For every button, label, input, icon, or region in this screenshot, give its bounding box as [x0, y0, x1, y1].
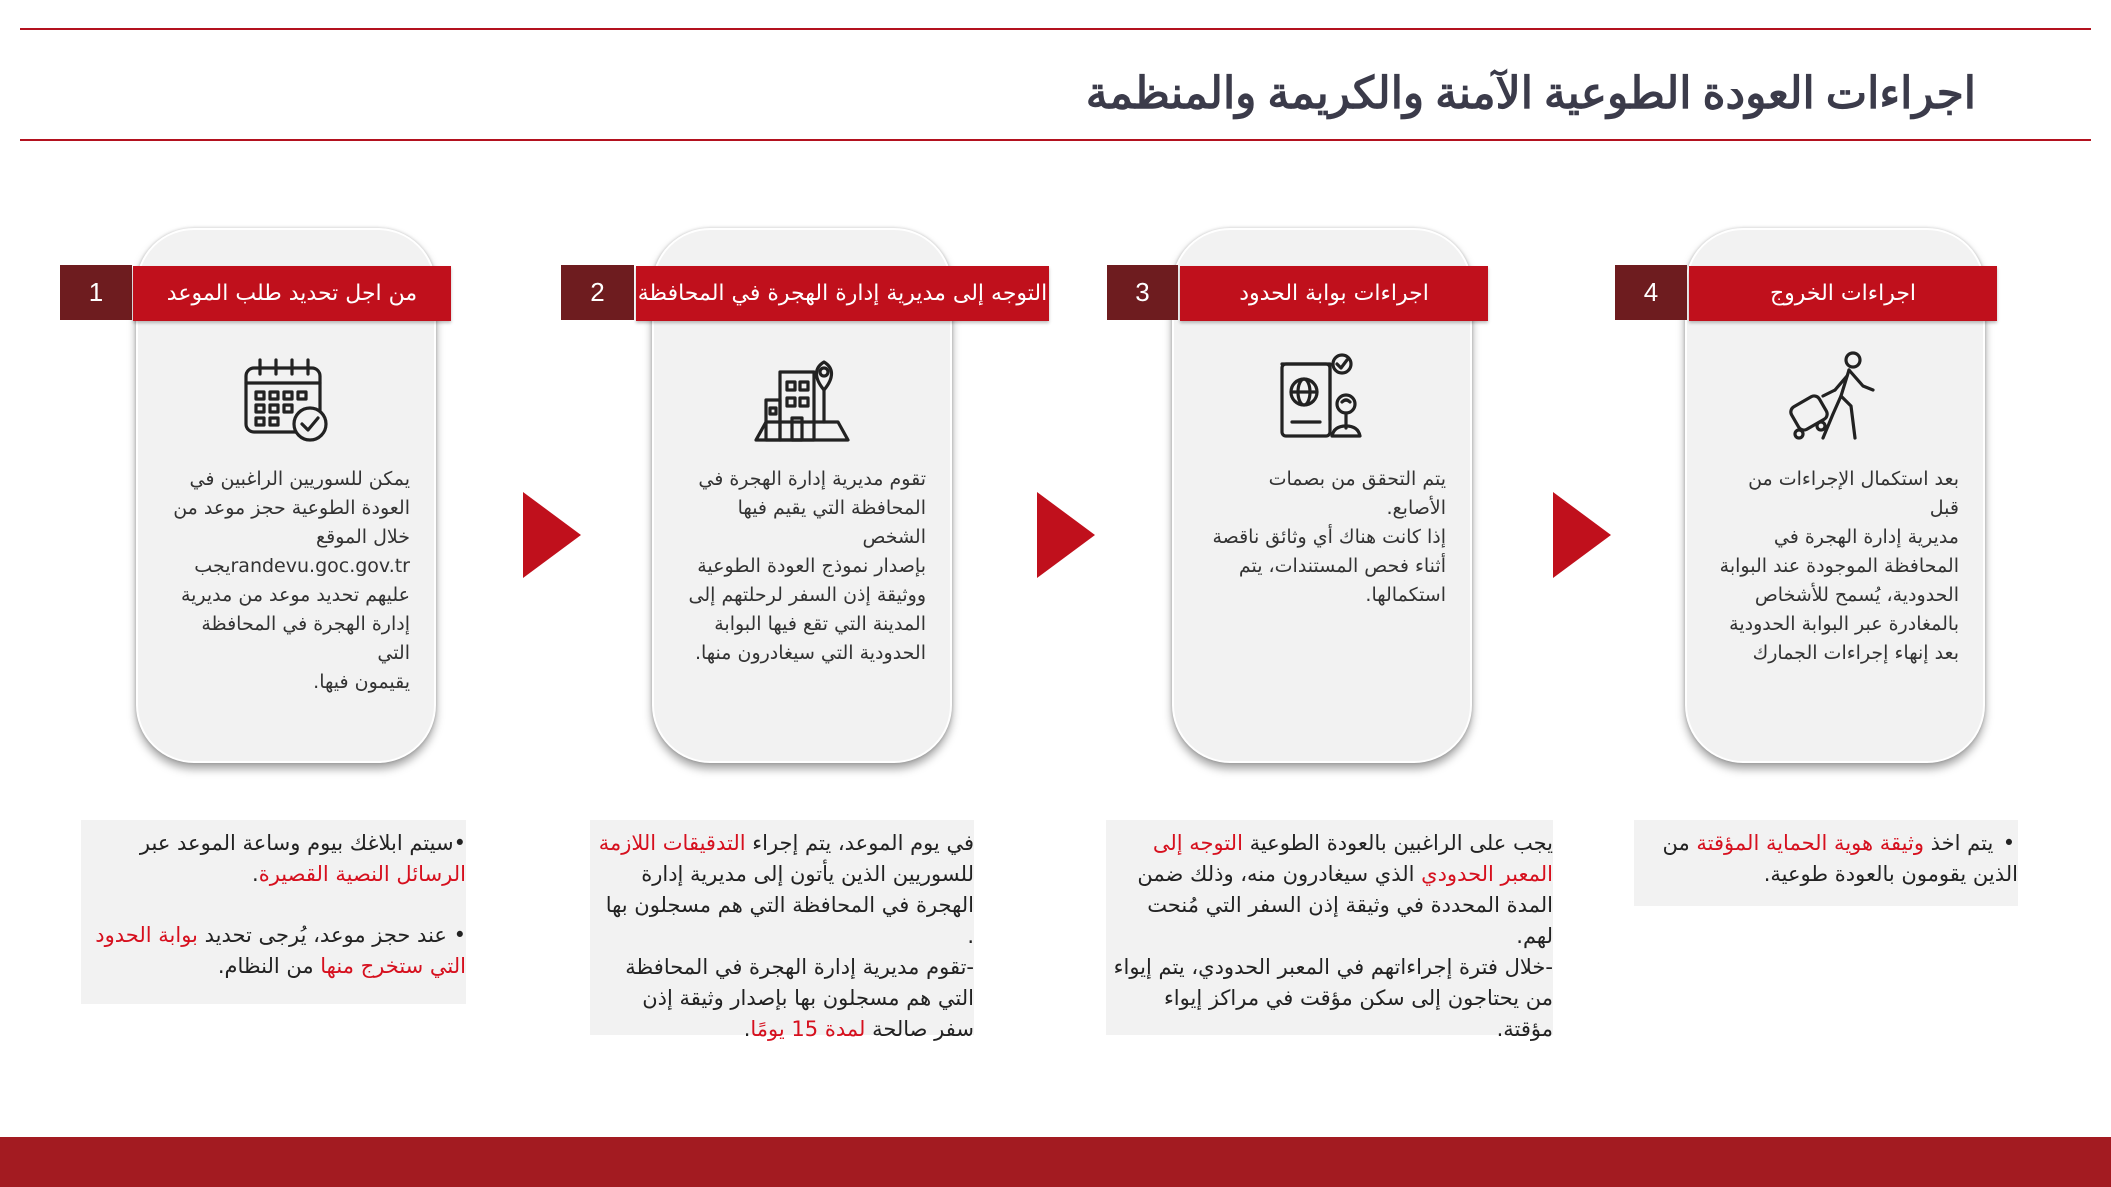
title-rule: [20, 139, 2091, 141]
arrow-2: [1037, 492, 1095, 578]
step-4-text: بعد استكمال الإجراءات من قبل مديرية إدارة الهجرة في المحافظة الموجودة عند البوابة الحدودية، يُسمح للأشخاص بالمغادرة عبر البوابة الحدودية بعد إنهاء إجراءات الجمارك: [1719, 468, 1959, 664]
footer-bar: [0, 1137, 2111, 1187]
step-3-header: اجراءات بوابة الحدود: [1180, 266, 1488, 321]
top-rule: [20, 28, 2091, 30]
step-1-text: يمكن للسوريين الراغبين في العودة الطوعية حجز موعد من خلال الموقع randevu.goc.gov.trيجب عليهم تحديد موعد من مديرية إدارة الهجرة في المحافظة التي يقيمون فيها.: [173, 468, 410, 693]
note-1: •سيتم ابلاغك بيوم وساعة الموعد عبر الرسائل النصية القصيرة. • عند حجز موعد، يُرجى تحديد بوابة الحدود التي ستخرج منها من النظام.: [81, 820, 466, 1004]
building-location-icon: [752, 350, 852, 450]
step-3-number: 3: [1107, 265, 1178, 320]
arrow-3: [1553, 492, 1611, 578]
calendar-check-icon: [236, 350, 336, 450]
step-3-text: يتم التحقق من بصمات الأصابع. إذا كانت هناك أي وثائق ناقصة أثناء فحص المستندات، يتم استكمالها.: [1212, 468, 1446, 606]
page-title: اجراءات العودة الطوعية الآمنة والكريمة والمنظمة: [1085, 69, 1976, 118]
step-1-header: من اجل تحديد طلب الموعد: [133, 266, 451, 321]
arrow-1: [523, 492, 581, 578]
step-4-number: 4: [1615, 265, 1687, 320]
passport-fingerprint-icon: [1272, 350, 1372, 450]
step-2-number: 2: [561, 265, 634, 320]
note-3: يجب على الراغبين بالعودة الطوعية التوجه إلى المعبر الحدودي الذي سيغادرون منه، وذلك ضمن المدة المحددة في وثيقة إذن السفر التي مُنحت لهم. -خلال فترة إجراءاتهم في المعبر الحدودي، يتم إيواء من يحتاجون إلى سكن مؤقت في مراكز إيواء مؤقتة.: [1106, 820, 1553, 1035]
step-2-header: التوجه إلى مديرية إدارة الهجرة في المحافظة: [636, 266, 1049, 321]
traveler-luggage-icon: [1785, 350, 1885, 450]
step-1-number: 1: [60, 265, 132, 320]
step-4-header: اجراءات الخروج: [1689, 266, 1997, 321]
note-2: في يوم الموعد، يتم إجراء التدقيقات اللازمة للسوريين الذين يأتون إلى مديرية إدارة الهجرة في المحافظة التي هم مسجلون بها . -تقوم مديرية إدارة الهجرة في المحافظة التي هم مسجلون بها بإصدار وثيقة إذن سفر صالحة لمدة 15 يومًا.: [590, 820, 974, 1035]
step-2-text: تقوم مديرية إدارة الهجرة في المحافظة التي يقيم فيها الشخص بإصدار نموذج العودة الطوعية ووثيقة إذن السفر لرحلتهم إلى المدينة التي تقع فيها البوابة الحدودية التي سيغادرون منها.: [688, 468, 926, 664]
note-4: • يتم اخذ وثيقة هوية الحماية المؤقتة من الذين يقومون بالعودة طوعية.: [1634, 820, 2018, 906]
